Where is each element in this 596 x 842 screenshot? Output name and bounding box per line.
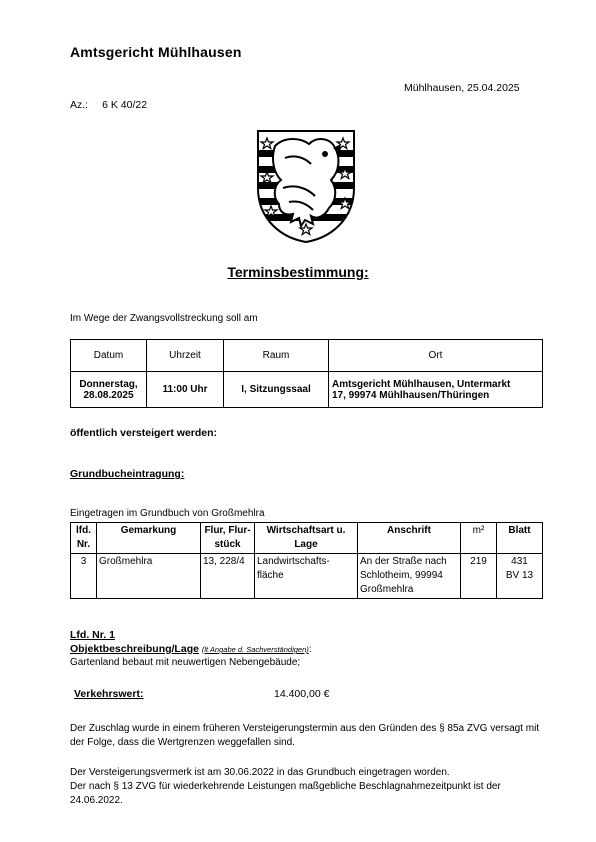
auction-note: öffentlich versteigert werden: [70, 427, 218, 439]
cell-flur: 13, 228/4 [201, 554, 255, 599]
object-description-text: Gartenland bebaut mit neuwertigen Nebengebäude; [70, 657, 301, 668]
cell-gemarkung: Großmehlra [97, 554, 201, 599]
header-flur: Flur, Flur- stück [201, 523, 255, 554]
appointment-header-row [71, 340, 543, 372]
appointment-date: Donnerstag, 28.08.2025 [71, 372, 147, 408]
market-value-label: Verkehrswert: [74, 688, 144, 700]
object-description-colon: : [308, 643, 312, 655]
header-blatt: Blatt [497, 523, 543, 554]
place-date: Mühlhausen, 25.04.2025 [404, 82, 520, 94]
land-register-table [70, 522, 543, 599]
paragraph-vermerk [70, 766, 540, 808]
paragraph-zuschlag: Der Zuschlag wurde in einem früheren Versteigerungstermin aus den Gründen des § 85a ZVG versagt mit der Folge, dass die Wertgrenzen weggefallen sind. [70, 723, 540, 748]
object-description-note: (lt Angabe d. Sachverständigen) [201, 645, 309, 654]
header-lfd-nr: lfd. Nr. [71, 523, 97, 554]
cell-qm: 219 [461, 554, 497, 599]
appointment-time: 11:00 Uhr [147, 372, 224, 408]
appointment-place: Amtsgericht Mühlhausen, Untermarkt 17, 99974 Mühlhausen/Thüringen [329, 372, 543, 408]
cell-blatt: 431 BV 13 [497, 554, 543, 599]
object-description-label: Objektbeschreibung/Lage [70, 643, 199, 655]
land-register-row [71, 554, 543, 599]
case-number-label: Az.: [70, 99, 89, 111]
appointment-table [70, 339, 543, 408]
document-title: Terminsbestimmung: [227, 264, 369, 280]
land-register-heading: Grundbucheintragung: [70, 468, 185, 480]
header-raum: Raum [224, 340, 329, 372]
cell-wirtschaftsart: Landwirtschafts- fläche [255, 554, 358, 599]
object-description-heading [70, 643, 312, 655]
appointment-room: I, Sitzungssaal [224, 372, 329, 408]
case-number-value: 6 K 40/22 [102, 99, 148, 111]
cell-anschrift: An der Straße nach Schlotheim, 99994 Großmehlra [358, 554, 461, 599]
land-register-header-row [71, 523, 543, 554]
header-datum: Datum [71, 340, 147, 372]
court-name: Amtsgericht Mühlhausen [70, 44, 242, 60]
header-ort: Ort [329, 340, 543, 372]
paragraph-vermerk-line1: Der Versteigerungsvermerk ist am 30.06.2022 in das Grundbuch eingetragen worden. [70, 767, 450, 778]
header-gemarkung: Gemarkung [97, 523, 201, 554]
header-anschrift: Anschrift [358, 523, 461, 554]
header-wirtschaftsart: Wirtschaftsart u. Lage [255, 523, 358, 554]
cell-lfd: 3 [71, 554, 97, 599]
header-qm: m² [461, 523, 497, 554]
market-value-amount: 14.400,00 € [274, 688, 330, 700]
thuringia-coat-of-arms-icon [255, 128, 357, 244]
case-number [70, 99, 147, 111]
appointment-row [71, 372, 543, 408]
land-register-intro: Eingetragen im Grundbuch von Großmehlra [70, 508, 265, 519]
paragraph-vermerk-line2: Der nach § 13 ZVG für wiederkehrende Leistungen maßgebliche Beschlagnahmezeitpunkt ist der 24.06.2022. [70, 781, 501, 806]
lfd-heading: Lfd. Nr. 1 [70, 629, 115, 641]
intro-text: Im Wege der Zwangsvollstreckung soll am [70, 313, 258, 324]
header-uhrzeit: Uhrzeit [147, 340, 224, 372]
